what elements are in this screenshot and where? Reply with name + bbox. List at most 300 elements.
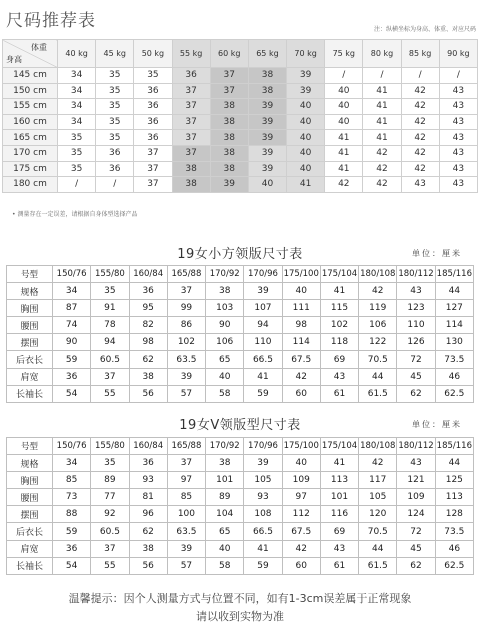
size-cell: 38: [172, 177, 210, 193]
header-label: 号型: [7, 266, 53, 283]
measurement-cell: 42: [282, 368, 320, 385]
measurement-cell: 35: [91, 283, 129, 300]
measurement-row: [7, 385, 474, 402]
measurement-cell: 57: [167, 557, 205, 574]
size-cell: 35: [96, 130, 134, 146]
weight-header-cell: 75 kg: [325, 40, 363, 68]
measurement-label: 长袖长: [7, 385, 53, 402]
size-cell: 38: [210, 161, 248, 177]
measurement-cell: 59: [53, 523, 91, 540]
measurement-cell: 46: [435, 368, 473, 385]
size-cell: 43: [439, 130, 477, 146]
measurement-cell: 104: [206, 506, 244, 523]
measurement-cell: 37: [91, 540, 129, 557]
measurement-cell: 106: [359, 317, 397, 334]
measurement-cell: 95: [129, 300, 167, 317]
measurement-cell: 119: [359, 300, 397, 317]
measurement-cell: 59: [244, 385, 282, 402]
tip-line-1: 温馨提示：因个人测量方式与位置不同，如有1-3cm误差属于正常现象: [68, 592, 412, 605]
measurement-cell: 108: [244, 506, 282, 523]
size-cell: 40: [325, 83, 363, 99]
measurement-cell: 114: [282, 334, 320, 351]
measurement-label: 后衣长: [7, 351, 53, 368]
measurement-cell: 85: [167, 489, 205, 506]
measurement-cell: 105: [359, 489, 397, 506]
measurement-cell: 70.5: [359, 351, 397, 368]
measurement-cell: 109: [397, 489, 435, 506]
size-code-cell: 180/108: [359, 266, 397, 283]
measurement-label: 胸围: [7, 472, 53, 489]
measurement-label: 摆围: [7, 506, 53, 523]
measurement-cell: 41: [320, 455, 358, 472]
size-code-cell: 155/80: [91, 266, 129, 283]
measurement-cell: 37: [167, 455, 205, 472]
size-cell: 35: [96, 83, 134, 99]
measurement-cell: 61.5: [359, 557, 397, 574]
measurement-label: 腰围: [7, 489, 53, 506]
size-cell: 40: [287, 145, 325, 161]
square-collar-size-table: [6, 265, 474, 403]
size-cell: 34: [58, 83, 96, 99]
size-cell: 38: [210, 145, 248, 161]
size-cell: 36: [134, 83, 172, 99]
corner-weight-label: 体重: [31, 43, 47, 52]
size-cell: /: [439, 68, 477, 84]
measurement-cell: 58: [206, 557, 244, 574]
measurement-cell: 44: [359, 540, 397, 557]
weight-header-cell: 80 kg: [363, 40, 401, 68]
measurement-cell: 88: [53, 506, 91, 523]
measurement-cell: 78: [91, 317, 129, 334]
measurement-cell: 37: [167, 283, 205, 300]
measurement-cell: 59: [244, 557, 282, 574]
size-cell: 41: [363, 130, 401, 146]
measurement-cell: 58: [206, 385, 244, 402]
measurement-row: [7, 317, 474, 334]
height-row: [3, 114, 478, 130]
size-cell: 40: [287, 114, 325, 130]
size-cell: 39: [248, 99, 286, 115]
measurement-cell: 60.5: [91, 351, 129, 368]
measurement-cell: 110: [397, 317, 435, 334]
measurement-cell: 86: [167, 317, 205, 334]
measurement-cell: 102: [167, 334, 205, 351]
measurement-cell: 56: [129, 385, 167, 402]
measurement-cell: 62: [129, 351, 167, 368]
v-collar-table-title: 19女V领版型尺寸表: [179, 418, 301, 433]
measurement-cell: 54: [53, 385, 91, 402]
size-code-cell: 170/92: [206, 266, 244, 283]
size-cell: 39: [210, 177, 248, 193]
size-cell: 36: [134, 130, 172, 146]
header-label: 号型: [7, 438, 53, 455]
size-cell: /: [96, 177, 134, 193]
measurement-cell: 91: [91, 300, 129, 317]
measurement-row: [7, 334, 474, 351]
size-cell: 37: [172, 130, 210, 146]
weight-header-cell: 90 kg: [439, 40, 477, 68]
measurement-cell: 43: [397, 283, 435, 300]
size-code-cell: 155/80: [91, 438, 129, 455]
measurement-cell: 101: [320, 489, 358, 506]
measurement-cell: 62.5: [435, 557, 473, 574]
measurement-row: [7, 557, 474, 574]
measurement-cell: 59: [53, 351, 91, 368]
measurement-cell: 93: [244, 489, 282, 506]
size-cell: 38: [210, 99, 248, 115]
measurement-cell: 41: [320, 283, 358, 300]
measurement-cell: 74: [53, 317, 91, 334]
size-cell: 37: [210, 68, 248, 84]
measurement-row: [7, 489, 474, 506]
measurement-cell: 60: [282, 385, 320, 402]
measurement-cell: 107: [244, 300, 282, 317]
measurement-cell: 130: [435, 334, 473, 351]
weight-header-cell: 85 kg: [401, 40, 439, 68]
measurement-cell: 61: [320, 385, 358, 402]
measurement-cell: 82: [129, 317, 167, 334]
measurement-cell: 65: [206, 351, 244, 368]
measurement-row: [7, 351, 474, 368]
size-cell: 40: [248, 177, 286, 193]
size-cell: 35: [58, 145, 96, 161]
size-cell: 41: [363, 99, 401, 115]
size-code-cell: 160/84: [129, 266, 167, 283]
size-header-row: [7, 266, 474, 283]
measurement-cell: 115: [320, 300, 358, 317]
measurement-cell: 41: [244, 540, 282, 557]
size-cell: 42: [401, 145, 439, 161]
measurement-cell: 44: [435, 283, 473, 300]
measurement-cell: 110: [244, 334, 282, 351]
measurement-cell: 94: [91, 334, 129, 351]
weight-header-cell: 50 kg: [134, 40, 172, 68]
measurement-cell: 96: [129, 506, 167, 523]
weight-header-cell: 45 kg: [96, 40, 134, 68]
measurement-cell: 97: [167, 472, 205, 489]
measurement-cell: 54: [53, 557, 91, 574]
measurement-cell: 89: [91, 472, 129, 489]
measurement-cell: 111: [282, 300, 320, 317]
size-cell: 35: [134, 68, 172, 84]
measurement-cell: 45: [397, 540, 435, 557]
corner-height-label: 身高: [6, 55, 22, 64]
size-cell: 36: [134, 114, 172, 130]
size-cell: 38: [210, 114, 248, 130]
square-collar-table-title: 19女小方领版尺寸表: [177, 247, 303, 262]
measurement-cell: 72: [397, 351, 435, 368]
size-cell: 41: [363, 114, 401, 130]
size-cell: 40: [325, 114, 363, 130]
measurement-cell: 62: [129, 523, 167, 540]
size-cell: 34: [58, 99, 96, 115]
size-code-cell: 180/108: [359, 438, 397, 455]
measurement-cell: 128: [435, 506, 473, 523]
height-label: 170 cm: [3, 145, 58, 161]
size-cell: 43: [439, 161, 477, 177]
size-code-cell: 160/84: [129, 438, 167, 455]
measurement-cell: 77: [91, 489, 129, 506]
measurement-cell: 43: [320, 368, 358, 385]
measurement-cell: 127: [435, 300, 473, 317]
size-code-cell: 185/116: [435, 266, 473, 283]
measurement-cell: 36: [129, 455, 167, 472]
measurement-cell: 114: [435, 317, 473, 334]
size-code-cell: 185/116: [435, 438, 473, 455]
size-cell: /: [325, 68, 363, 84]
height-label: 175 cm: [3, 161, 58, 177]
measurement-cell: 37: [91, 368, 129, 385]
weight-header-row: [3, 40, 478, 68]
measurement-cell: 38: [206, 455, 244, 472]
measurement-cell: 81: [129, 489, 167, 506]
measurement-cell: 126: [397, 334, 435, 351]
weight-header-cell: 65 kg: [248, 40, 286, 68]
measurement-row: [7, 283, 474, 300]
size-cell: 36: [172, 68, 210, 84]
height-label: 155 cm: [3, 99, 58, 115]
measurement-cell: 113: [435, 489, 473, 506]
measurement-cell: 121: [397, 472, 435, 489]
measurement-cell: 42: [282, 540, 320, 557]
size-cell: 39: [248, 161, 286, 177]
size-code-cell: 175/104: [320, 266, 358, 283]
weight-header-cell: 60 kg: [210, 40, 248, 68]
size-cell: 38: [172, 161, 210, 177]
size-cell: 35: [96, 99, 134, 115]
size-code-cell: 150/76: [53, 266, 91, 283]
measurement-cell: 125: [435, 472, 473, 489]
measurement-cell: 89: [206, 489, 244, 506]
size-code-cell: 175/104: [320, 438, 358, 455]
measurement-cell: 100: [167, 506, 205, 523]
measurement-row: [7, 368, 474, 385]
measurement-cell: 118: [320, 334, 358, 351]
size-cell: 38: [248, 83, 286, 99]
weight-header-cell: 55 kg: [172, 40, 210, 68]
square-collar-unit: 单位：厘米: [412, 249, 462, 258]
size-cell: 42: [401, 114, 439, 130]
size-cell: 43: [439, 145, 477, 161]
size-cell: 34: [58, 68, 96, 84]
measurement-cell: 102: [320, 317, 358, 334]
size-cell: 41: [363, 83, 401, 99]
measurement-cell: 117: [359, 472, 397, 489]
measurement-cell: 123: [397, 300, 435, 317]
size-cell: 40: [287, 130, 325, 146]
size-cell: 43: [401, 177, 439, 193]
size-cell: /: [58, 177, 96, 193]
size-cell: 41: [325, 145, 363, 161]
measurement-cell: 120: [359, 506, 397, 523]
measurement-cell: 44: [435, 455, 473, 472]
measurement-cell: 69: [320, 523, 358, 540]
measurement-cell: 73.5: [435, 523, 473, 540]
size-cell: 41: [325, 130, 363, 146]
size-cell: 40: [325, 99, 363, 115]
measurement-cell: 40: [282, 283, 320, 300]
size-cell: 36: [96, 145, 134, 161]
height-label: 160 cm: [3, 114, 58, 130]
size-cell: 35: [96, 114, 134, 130]
size-cell: 37: [134, 161, 172, 177]
measurement-cell: 62: [397, 557, 435, 574]
measurement-cell: 44: [359, 368, 397, 385]
measurement-label: 后衣长: [7, 523, 53, 540]
measurement-row: [7, 506, 474, 523]
size-cell: 40: [287, 99, 325, 115]
measurement-cell: 39: [167, 540, 205, 557]
size-cell: 42: [325, 177, 363, 193]
measurement-cell: 38: [206, 283, 244, 300]
measurement-cell: 90: [53, 334, 91, 351]
size-recommendation-title: 尺码推荐表: [6, 11, 96, 31]
measurement-cell: 41: [244, 368, 282, 385]
measurement-cell: 66.5: [244, 351, 282, 368]
measurement-cell: 109: [282, 472, 320, 489]
size-cell: 37: [172, 99, 210, 115]
size-code-cell: 165/88: [167, 438, 205, 455]
size-cell: 35: [58, 130, 96, 146]
measurement-label: 长袖长: [7, 557, 53, 574]
measurement-label: 规格: [7, 455, 53, 472]
size-cell: 39: [248, 130, 286, 146]
size-cell: 43: [439, 177, 477, 193]
measurement-cell: 60.5: [91, 523, 129, 540]
measurement-cell: 122: [359, 334, 397, 351]
height-row: [3, 68, 478, 84]
size-cell: 39: [287, 68, 325, 84]
measurement-cell: 67.5: [282, 351, 320, 368]
measurement-cell: 39: [244, 283, 282, 300]
measurement-cell: 101: [206, 472, 244, 489]
measurement-cell: 73: [53, 489, 91, 506]
size-cell: 35: [96, 68, 134, 84]
size-cell: 41: [325, 161, 363, 177]
measurement-cell: 90: [206, 317, 244, 334]
tip-line-2: 请以收到实物为准: [196, 610, 284, 623]
size-cell: 37: [134, 145, 172, 161]
size-code-cell: 180/112: [397, 266, 435, 283]
measurement-cell: 39: [167, 368, 205, 385]
measurement-row: [7, 455, 474, 472]
size-cell: 36: [134, 99, 172, 115]
measurement-cell: 103: [206, 300, 244, 317]
measurement-cell: 113: [320, 472, 358, 489]
measurement-row: [7, 523, 474, 540]
size-cell: 38: [210, 130, 248, 146]
size-cell: 43: [439, 83, 477, 99]
measurement-cell: 34: [53, 283, 91, 300]
v-collar-size-table: [6, 437, 474, 575]
measurement-cell: 45: [397, 368, 435, 385]
size-cell: 42: [401, 161, 439, 177]
measurement-cell: 38: [129, 368, 167, 385]
measurement-label: 规格: [7, 283, 53, 300]
measurement-label: 肩宽: [7, 368, 53, 385]
size-cell: 34: [58, 114, 96, 130]
measurement-cell: 42: [359, 455, 397, 472]
size-cell: 37: [172, 114, 210, 130]
measurement-cell: 56: [129, 557, 167, 574]
size-cell: 35: [58, 161, 96, 177]
measurement-cell: 40: [206, 368, 244, 385]
height-row: [3, 99, 478, 115]
size-cell: 42: [363, 177, 401, 193]
measurement-cell: 60: [282, 557, 320, 574]
measurement-label: 胸围: [7, 300, 53, 317]
measurement-cell: 42: [359, 283, 397, 300]
measurement-cell: 67.5: [282, 523, 320, 540]
measurement-cell: 57: [167, 385, 205, 402]
measurement-cell: 36: [129, 283, 167, 300]
corner-cell: [3, 40, 58, 68]
measurement-cell: 61: [320, 557, 358, 574]
measurement-cell: 35: [91, 455, 129, 472]
measurement-cell: 98: [282, 317, 320, 334]
measurement-cell: 62.5: [435, 385, 473, 402]
height-row: [3, 145, 478, 161]
size-cell: 37: [172, 145, 210, 161]
measurement-cell: 39: [244, 455, 282, 472]
weight-header-cell: 40 kg: [58, 40, 96, 68]
height-label: 165 cm: [3, 130, 58, 146]
measurement-cell: 69: [320, 351, 358, 368]
size-code-cell: 175/100: [282, 266, 320, 283]
size-cell: 43: [439, 114, 477, 130]
size-code-cell: 150/76: [53, 438, 91, 455]
measurement-cell: 62: [397, 385, 435, 402]
measurement-cell: 55: [91, 557, 129, 574]
measurement-cell: 65: [206, 523, 244, 540]
size-cell: 37: [210, 83, 248, 99]
size-cell: 42: [363, 145, 401, 161]
measurement-cell: 72: [397, 523, 435, 540]
size-code-cell: 165/88: [167, 266, 205, 283]
size-cell: 39: [248, 114, 286, 130]
size-cell: 42: [401, 130, 439, 146]
height-row: [3, 83, 478, 99]
size-code-cell: 170/96: [244, 266, 282, 283]
size-code-cell: 180/112: [397, 438, 435, 455]
size-code-cell: 175/100: [282, 438, 320, 455]
height-row: [3, 130, 478, 146]
size-cell: 39: [248, 145, 286, 161]
measurement-cell: 116: [320, 506, 358, 523]
measurement-cell: 87: [53, 300, 91, 317]
measurement-label: 肩宽: [7, 540, 53, 557]
weight-header-cell: 70 kg: [287, 40, 325, 68]
measurement-cell: 98: [129, 334, 167, 351]
size-cell: 42: [401, 99, 439, 115]
size-cell: 37: [172, 83, 210, 99]
measurement-cell: 38: [129, 540, 167, 557]
measurement-cell: 105: [244, 472, 282, 489]
measurement-cell: 92: [91, 506, 129, 523]
measurement-cell: 63.5: [167, 523, 205, 540]
measurement-cell: 43: [397, 455, 435, 472]
measurement-cell: 73.5: [435, 351, 473, 368]
measurement-cell: 112: [282, 506, 320, 523]
height-label: 145 cm: [3, 68, 58, 84]
measurement-cell: 70.5: [359, 523, 397, 540]
size-recommendation-table: [2, 39, 478, 193]
height-label: 150 cm: [3, 83, 58, 99]
size-cell: 41: [287, 177, 325, 193]
axis-note: 注：纵横坐标为身高、体重、对应尺码: [373, 26, 476, 33]
measurement-cell: 93: [129, 472, 167, 489]
size-cell: 36: [96, 161, 134, 177]
